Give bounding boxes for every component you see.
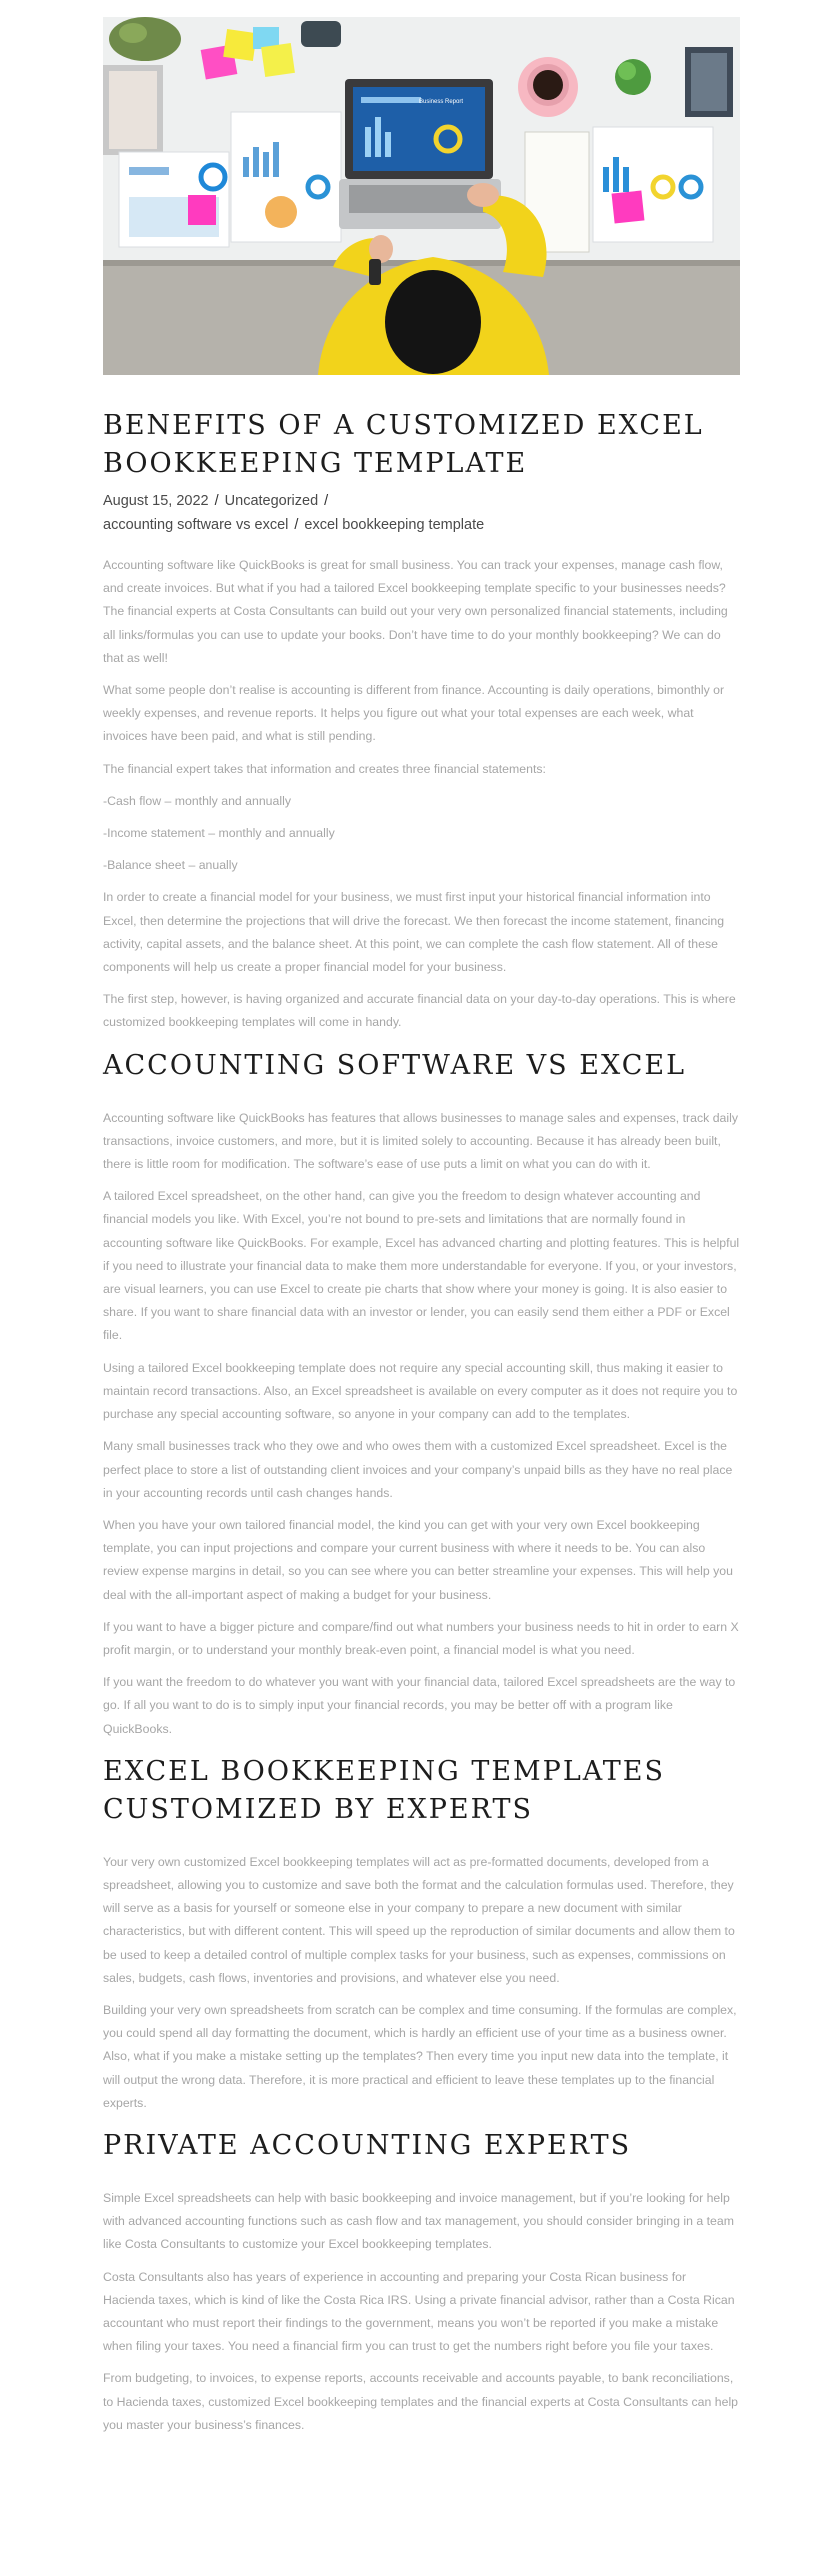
paragraph: If you want to have a bigger picture and compare/find out what numbers your business needs to hit in order to earn X profit margin, or to understand your monthly break-even point, a financial model is what you need.: [103, 1619, 739, 1657]
paragraph: The first step, however, is having organized and accurate financial data on your day-to-day operations. This is where customized bookkeeping templates will come in handy.: [103, 992, 736, 1030]
section-heading: PRIVATE ACCOUNTING EXPERTS: [103, 2129, 632, 2161]
paragraph: Accounting software like QuickBooks has features that allows businesses to manage sales and expenses, track daily transactions, invoice customers, and more, but it is limited solely to accounting. Because it has already been built, there is little room for modification. The software’s ease of use puts a limit on what you can do with it.: [103, 1110, 738, 1172]
post-content: [103, 554, 740, 2437]
paragraph: Accounting software like QuickBooks is great for small business. You can track your expenses, manage cash flow, and create invoices. But what if you had a tailored Excel bookkeeping template specific to your businesses needs? The financial experts at Costa Consultants can build out your very own personalized financial statements, including all links/formulas you can use to update your books. Don’t have time to do your monthly bookkeeping? We can do that as well!: [103, 558, 728, 665]
meta-separator: /: [324, 493, 329, 509]
paragraph: The financial expert takes that information and creates three financial statements:: [103, 761, 546, 776]
featured-image: [103, 17, 740, 375]
post-tag-link[interactable]: excel bookkeeping template: [304, 517, 485, 533]
paragraph: When you have your own tailored financial model, the kind you can get with your very own Excel bookkeeping template, you can input projections and compare your current business with where it needs to be. You can also review expense margins in detail, so you can see where you can better streamline your expenses. This will help you deal with the all-important aspect of making a budget for your business.: [103, 1517, 733, 1602]
paragraph: Your very own customized Excel bookkeeping templates will act as pre-formatted documents, developed from a spreadsheet, allowing you to customize and save both the format and the calculation formulas used. Therefore, they will serve as a basis for yourself or someone else in your company to prepare a new document with similar characteristics, but with different content. This will speed up the reproduction of similar documents and allow them to be used to keep a detailed control of multiple complex tasks for your business, such as expenses, commissions on sales, budgets, cash flows, inventories and provisions, and whatever else you need.: [103, 1854, 735, 1985]
paragraph: From budgeting, to invoices, to expense reports, accounts receivable and accounts payable, to bank reconciliations, to Hacienda taxes, customized Excel bookkeeping templates and the financial experts at Costa Consultants can help you master your business’s finances.: [103, 2371, 739, 2432]
post-category-link[interactable]: Uncategorized: [224, 493, 319, 509]
paragraph: What some people don’t realise is accounting is different from finance. Accounting is daily operations, bimonthly or weekly expenses, and revenue reports. It helps you figure out what your total expenses are each week, what invoices have been paid, and what is still pending.: [103, 683, 725, 744]
meta-separator: /: [294, 517, 299, 533]
blog-article: [103, 17, 740, 2446]
paragraph: A tailored Excel spreadsheet, on the other hand, can give you the freedom to design whatever accounting and financial models you like. With Excel, you’re not bound to pre-sets and limitations that are normally found in accounting software like QuickBooks. For example, Excel has advanced charting and plotting features. This is helpful if you need to illustrate your financial data to make them more understandable for everyone. If you, or your investors, are visual learners, you can use Excel to create pie charts that show where your money is going. It is also easier to share. If you want to share financial data with an investor or lender, you can easily send them either a PDF or Excel file.: [103, 1189, 740, 1343]
paragraph: Using a tailored Excel bookkeeping template does not require any special accounting skill, thus making it easier to maintain record transactions. Also, an Excel spreadsheet is available on every computer as it does not require you to purchase any special accounting software, so anyone in your company can add to the templates.: [103, 1360, 738, 1422]
list-item: -Cash flow – monthly and annually: [103, 793, 291, 808]
section-heading: EXCEL BOOKKEEPING TEMPLATES CUSTOMIZED BY EXPERTS: [103, 1755, 666, 1825]
post-title: BENEFITS OF A CUSTOMIZED EXCEL BOOKKEEPING TEMPLATE: [103, 410, 704, 479]
paragraph: Simple Excel spreadsheets can help with basic bookkeeping and invoice management, but if you’re looking for help with advanced accounting functions such as cash flow and tax management, you should consider bringing in a team like Costa Consultants to customize your Excel bookkeeping templates.: [103, 2190, 734, 2252]
post-date-link[interactable]: August 15, 2022: [103, 493, 209, 509]
meta-separator: /: [214, 493, 219, 509]
post-tag-link[interactable]: accounting software vs excel: [103, 517, 289, 533]
featured-image-illustration: [103, 17, 740, 375]
paragraph: Building your very own spreadsheets from scratch can be complex and time consuming. If the formulas are complex, you could spend all day formatting the document, which is hardly an efficient use of your time as a business owner. Also, what if you make a mistake setting up the templates? Then every time you input new data into the template, it will output the wrong data. Therefore, it is more practical and efficient to leave these templates up to the financial experts.: [103, 2002, 737, 2110]
paragraph: Many small businesses track who they owe and who owes them with a customized Excel spreadsheet. Excel is the perfect place to store a list of outstanding client invoices and your company’s unpaid bills as they have no real place in your accounting records until cash changes hands.: [103, 1439, 733, 1500]
paragraph: Costa Consultants also has years of experience in accounting and preparing your Costa Rican business for Hacienda taxes, which is kind of like the Costa Rica IRS. Using a private financial advisor, rather than a Costa Rican accountant who must report their findings to the government, means you won’t be reported if you make a mistake when filing your taxes. You need a financial firm you can trust to get the numbers right before you file your taxes.: [103, 2269, 735, 2354]
list-item: -Balance sheet – anually: [103, 858, 238, 873]
laptop-screen-title: Business Report: [419, 99, 464, 105]
list-item: -Income statement – monthly and annually: [103, 826, 335, 841]
paragraph: If you want the freedom to do whatever you want with your financial data, tailored Excel spreadsheets are the way to go. If all you want to do is to simply input your financial records, you may be better off with a program like QuickBooks.: [103, 1675, 736, 1736]
section-heading: ACCOUNTING SOFTWARE VS EXCEL: [103, 1049, 687, 1081]
paragraph: In order to create a financial model for your business, we must first input your historical financial information into Excel, then determine the projections that will drive the forecast. We then forecast the income statement, financing activity, capital assets, and the balance sheet. At this point, we can complete the cash flow statement. All of these components will help us create a proper financial model for your business.: [103, 890, 725, 975]
post-meta: [103, 489, 740, 537]
